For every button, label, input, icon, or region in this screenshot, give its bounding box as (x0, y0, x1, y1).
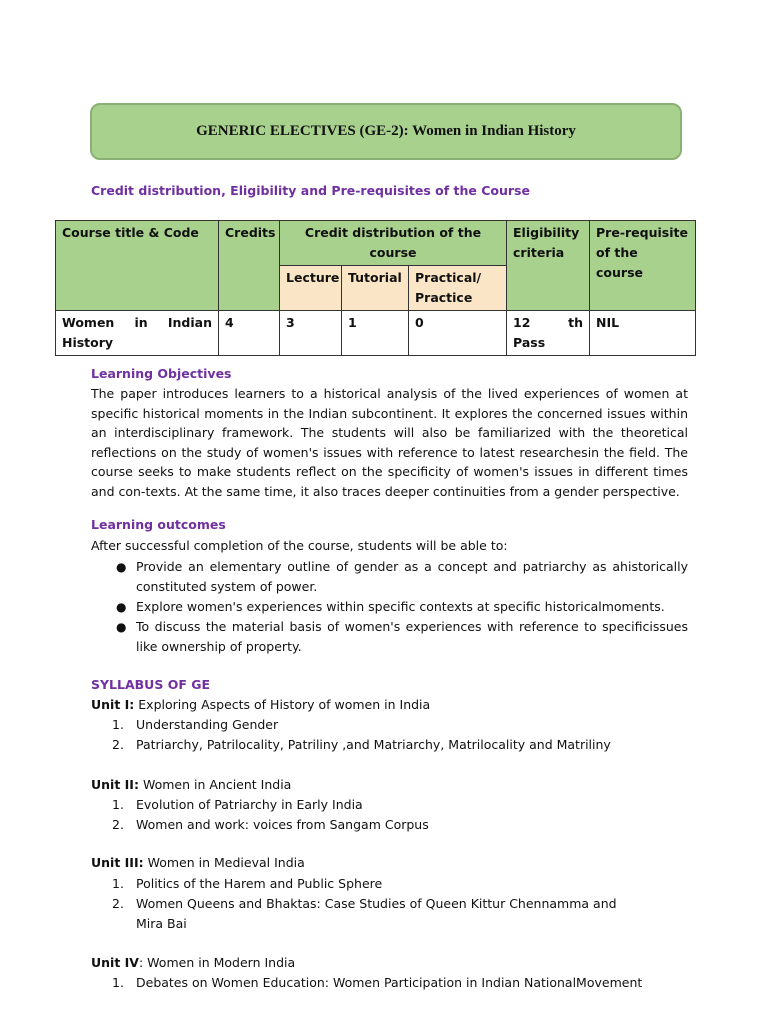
item-text: Politics of the Harem and Public Sphere (136, 876, 383, 891)
item-number: 1. (112, 717, 124, 732)
header-course-title: Course title & Code (56, 221, 219, 311)
item-text: Women Queens and Bhaktas: Case Studies of Queen Kittur Chennamma and Mira Bai (136, 896, 617, 931)
item-text: Understanding Gender (136, 717, 279, 732)
item-number: 1. (112, 797, 124, 812)
learning-objectives-heading: Learning Objectives (91, 366, 232, 381)
unit-3-list (112, 874, 642, 934)
course-title-word: History (62, 335, 114, 350)
header-eligibility: Eligibility criteria (507, 221, 590, 311)
cell-course-title (56, 311, 219, 356)
bullet-icon: ● (116, 600, 127, 614)
cell-lecture: 3 (280, 311, 342, 356)
unit-label: Unit III: (91, 855, 144, 870)
eligibility-number: 12 (513, 315, 531, 330)
item-number: 1. (112, 876, 124, 891)
list-item (112, 795, 672, 815)
cell-practical: 0 (409, 311, 507, 356)
list-item (112, 735, 672, 755)
header-practical: Practical/ Practice (409, 266, 507, 311)
outcome-text: Provide an elementary outline of gender as a concept and patriarchy as ahistorically constituted system of power. (136, 559, 688, 594)
unit-label: Unit I: (91, 697, 135, 712)
learning-outcomes-intro: After successful completion of the course, students will be able to: (91, 538, 508, 553)
unit-2-heading (91, 775, 291, 795)
list-item (112, 715, 672, 735)
item-text: Women and work: voices from Sangam Corpus (136, 817, 429, 832)
unit-3-heading (91, 853, 305, 873)
unit-1-list (112, 715, 672, 755)
header-tutorial: Tutorial (342, 266, 409, 311)
item-number: 2. (112, 896, 124, 911)
course-table (55, 220, 696, 356)
syllabus-heading: SYLLABUS OF GE (91, 677, 211, 692)
header-prerequisite: Pre-requisite of the course (590, 221, 696, 311)
outcome-text: To discuss the material basis of women's experiences with reference to specificissues like ownership of property. (136, 619, 688, 654)
unit-title: Women in Medieval India (143, 855, 305, 870)
unit-4-list (112, 973, 692, 993)
item-number: 2. (112, 737, 124, 752)
unit-title: Exploring Aspects of History of women in India (134, 697, 431, 712)
course-title: GENERIC ELECTIVES (GE-2): Women in Indian History (196, 123, 576, 139)
course-title-word: Indian (167, 315, 212, 330)
bullet-icon: ● (116, 620, 127, 634)
course-title-word: Women (62, 315, 115, 330)
unit-title: : Women in Modern India (139, 955, 296, 970)
cell-prerequisite: NIL (590, 311, 696, 356)
outcome-text: Explore women's experiences within specific contexts at specific historicalmoments. (136, 599, 665, 614)
item-text: Patriarchy, Patrilocality, Patriliny ,and Matriarchy, Matrilocality and Matriliny (136, 737, 611, 752)
list-item (112, 894, 642, 934)
item-text: Evolution of Patriarchy in Early India (136, 797, 363, 812)
list-item (112, 874, 642, 894)
table-row (56, 311, 696, 356)
list-item (112, 617, 688, 657)
title-banner (90, 103, 682, 160)
cell-tutorial: 1 (342, 311, 409, 356)
credit-distribution-heading: Credit distribution, Eligibility and Pre-requisites of the Course (91, 183, 530, 198)
learning-outcomes-heading: Learning outcomes (91, 517, 226, 532)
learning-objectives-text: The paper introduces learners to a historical analysis of the lived experiences of women at specific historical moments in the Indian subcontinent. It explores the concerned issues within an interdisciplinary framework. The students will also be familiarized with the theoretical reflections on the study of women's issues with reference to latest researchesin the field. The course seeks to make students reflect on the specificity of women's issues in different times and con-texts. At the same time, it also traces deeper continuities from a gender perspective. (91, 386, 688, 499)
bullet-icon: ● (116, 560, 127, 574)
item-number: 2. (112, 817, 124, 832)
list-item (112, 815, 672, 835)
unit-title: Women in Ancient India (138, 777, 292, 792)
course-title-word: in (134, 315, 148, 330)
header-credit-distribution: Credit distribution of the course (280, 221, 507, 266)
outcomes-list (112, 557, 688, 657)
item-number: 1. (112, 975, 124, 990)
header-lecture: Lecture (280, 266, 342, 311)
unit-label: Unit II: (91, 777, 139, 792)
unit-2-list (112, 795, 672, 835)
eligibility-pass: Pass (513, 335, 546, 350)
unit-1-heading (91, 695, 430, 715)
eligibility-suffix: th (568, 315, 584, 330)
unit-4-heading (91, 953, 295, 973)
cell-eligibility (507, 311, 590, 356)
list-item (112, 973, 692, 993)
list-item (112, 557, 688, 597)
list-item (112, 597, 688, 617)
unit-label: Unit IV (91, 955, 139, 970)
header-credits: Credits (219, 221, 280, 311)
item-text: Debates on Women Education: Women Participation in Indian NationalMovement (136, 975, 643, 990)
cell-credits: 4 (219, 311, 280, 356)
